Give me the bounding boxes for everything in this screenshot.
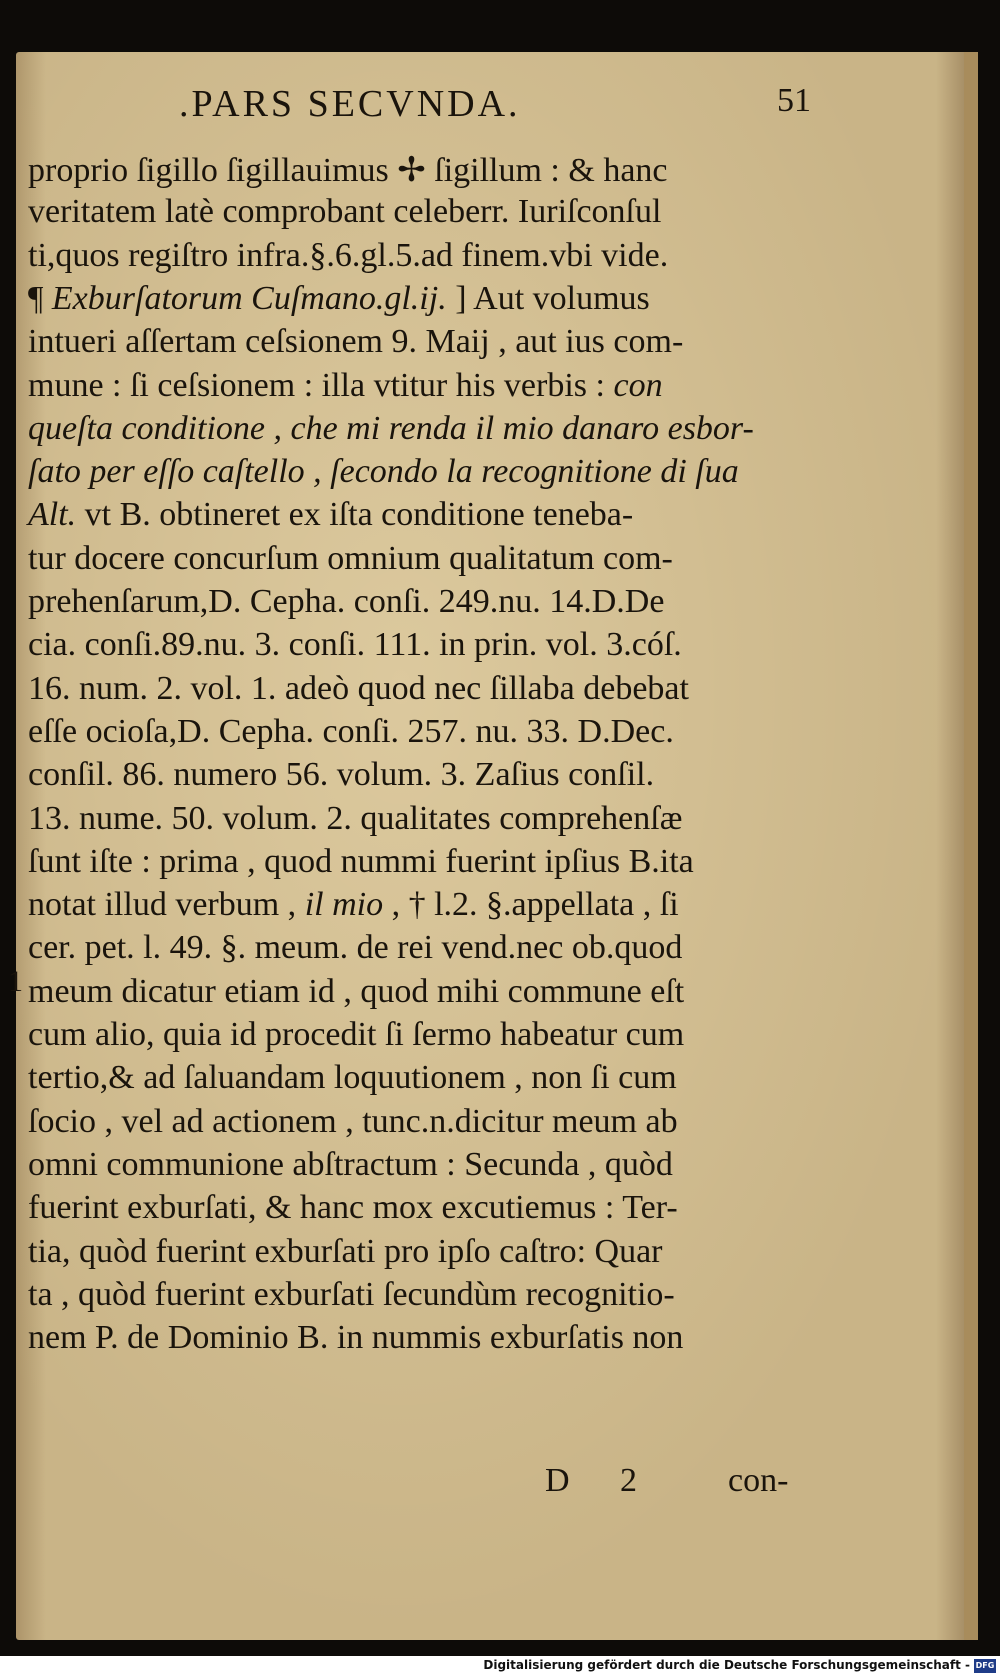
text-segment: eſſe ocioſa,D. Cepha. conſi. 257. nu. 33. D.Dec.: [28, 712, 674, 750]
text-line: [28, 1146, 673, 1190]
text-segment: conſil. 86. numero 56. volum. 3. Zaſius conſil.: [28, 756, 655, 794]
text-segment: ſocio , vel ad actionem , tunc.n.dicitur meum ab: [28, 1102, 678, 1140]
text-line: [28, 193, 661, 237]
text-segment: ti,quos regiſtro infra.§.6.gl.5.ad finem.vbi vide.: [28, 236, 669, 274]
text-segment: con: [613, 366, 663, 404]
text-line: [28, 1059, 677, 1103]
text-segment: cer. pet. l. 49. §. meum. de rei vend.nec ob.quod: [28, 929, 683, 967]
text-line: [28, 367, 663, 411]
text-segment: cum alio, quia id procedit ſi ſermo habeatur cum: [28, 1016, 685, 1053]
text-segment: ta , quòd fuerint exburſati ſecundùm recognitio-: [28, 1275, 675, 1313]
text-segment: , † l.2. §.appellata , ſi: [383, 886, 679, 924]
text-segment: notat illud verbum ,: [28, 886, 305, 924]
text-line: [28, 1189, 678, 1233]
signature-mark: D: [545, 1462, 570, 1499]
text-line: [28, 626, 682, 670]
signature-number: 2: [620, 1462, 637, 1499]
text-line: [28, 843, 694, 887]
text-segment: mune : ſi ceſsionem : illa vtitur his verbis :: [28, 366, 614, 404]
text-segment: ¶: [28, 279, 52, 317]
text-line: [28, 1233, 662, 1277]
text-line: [28, 800, 682, 844]
text-segment: cia. conſi.89.nu. 3. conſi. 111. in prin. vol. 3.cóſ.: [28, 626, 682, 664]
text-segment: prehenſarum,D. Cepha. conſi. 249.nu. 14.D.De: [28, 583, 665, 620]
text-segment: ſunt iſte : prima , quod nummi fuerint ipſius B.ita: [28, 842, 694, 880]
text-segment: proprio ſigillo ſigillauimus ✢ ſigillum : & hanc: [28, 152, 668, 189]
text-segment: vt B. obtineret ex iſta conditione teneba-: [76, 496, 634, 534]
catchword: con-: [728, 1462, 789, 1499]
text-line: [28, 540, 673, 584]
running-title: .PARS SECVNDA.: [179, 83, 521, 125]
dfg-logo: DFG: [974, 1659, 996, 1673]
text-line: [28, 886, 679, 930]
text-segment: intueri aſſertam ceſsionem 9. Maij , aut ius com-: [28, 323, 684, 361]
text-line: [28, 929, 682, 973]
text-segment: ] Aut volumus: [446, 279, 650, 317]
page-number: 51: [777, 82, 811, 119]
digitization-footer: [0, 1656, 1000, 1677]
text-segment: il mio: [304, 886, 384, 924]
marginal-note-number: 1: [8, 965, 23, 998]
text-segment: meum dicatur etiam id , quod mihi commune eſt: [28, 972, 685, 1010]
text-line: [28, 150, 668, 194]
text-line: [28, 1016, 684, 1060]
text-line: [28, 583, 664, 627]
text-line: [28, 670, 689, 714]
text-line: [28, 1319, 683, 1363]
text-line: [28, 1103, 678, 1147]
text-line: [28, 237, 668, 281]
text-line: [28, 453, 739, 497]
text-line: [28, 323, 683, 367]
page-header: [165, 82, 865, 132]
text-segment: tia, quòd fuerint exburſati pro ipſo caſtro: Quar: [28, 1232, 663, 1270]
text-segment: tertio,& ad ſaluandam loquutionem , non ſi cum: [28, 1059, 677, 1097]
text-line: [28, 713, 674, 757]
page-edge: [964, 52, 978, 1640]
footer-credit: Digitalisierung gefördert durch die Deutsche Forschungsgemeinschaft -: [483, 1658, 970, 1672]
text-segment: ſato per eſſo caſtello , ſecondo la recognitione di ſua: [28, 453, 739, 491]
text-line: [28, 973, 684, 1017]
text-segment: Exburſatorum Cuſmano.gl.ij.: [51, 279, 447, 317]
text-segment: tur docere concurſum omnium qualitatum com-: [28, 539, 673, 577]
text-line: [28, 756, 654, 800]
text-line: [28, 1276, 675, 1320]
text-segment: Alt.: [28, 496, 77, 534]
text-line: [28, 280, 650, 324]
text-line: [28, 496, 633, 540]
text-segment: omni communione abſtractum : Secunda , quòd: [28, 1145, 673, 1183]
text-line: [28, 410, 754, 454]
text-segment: queſta conditione , che mi renda il mio danaro esbor-: [28, 409, 754, 447]
text-segment: fuerint exburſati, & hanc mox excutiemus : Ter-: [28, 1189, 678, 1227]
text-segment: nem P. de Dominio B. in nummis exburſatis non: [28, 1319, 684, 1357]
text-segment: 16. num. 2. vol. 1. adeò quod nec ſillaba debebat: [28, 669, 689, 707]
text-segment: veritatem latè comprobant celeberr. Iuriſconſul: [28, 193, 662, 231]
text-segment: 13. nume. 50. volum. 2. qualitates comprehenſæ: [28, 799, 683, 837]
